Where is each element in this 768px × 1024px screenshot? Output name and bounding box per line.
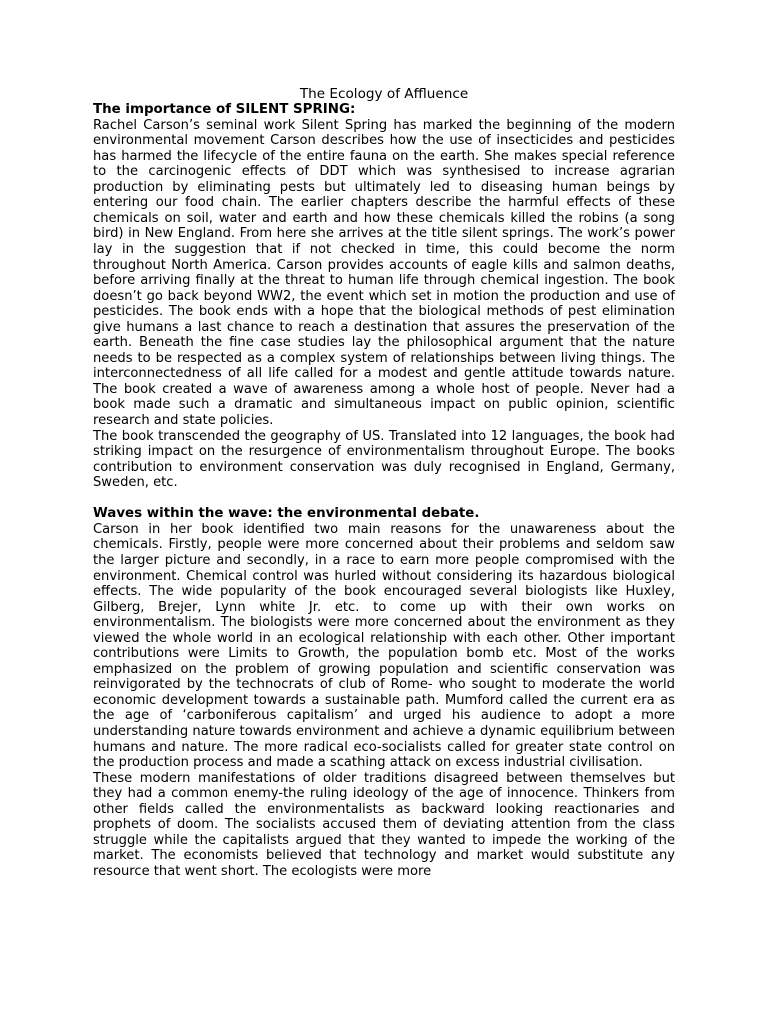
paragraph: Carson in her book identified two main reasons for the unawareness about the chemicals. Firstly, people were more concerned about their problems and seldom saw the larger picture and secondly, in a race to earn more people compromised with the environment. Chemical control was hurled without considering its hazardous biological effects. The wide popularity of the book encouraged several biologists like Huxley, Gilberg, Brejer, Lynn white Jr. etc. to come up with their own works on environmentalism. The biologists were more concerned about the environment as they viewed the whole world in an ecological relationship with each other. Other important contributions were Limits to Growth, the population bomb etc. Most of the works emphasized on the problem of growing population and scientific conservation was reinvigorated by the technocrats of club of Rome- who sought to moderate the world economic development towards a sustainable path. Mumford called the current era as the age of ‘carboniferous capitalism’ and urged his audience to adopt a more understanding nature towards environment and achieve a dynamic equilibrium between humans and nature. The more radical eco-socialists called for greater state control on the production process and made a scathing attack on excess industrial civilisation.	[93, 521, 675, 771]
paragraph: These modern manifestations of older traditions disagreed between themselves but they had a common enemy-the ruling ideology of the age of innocence. Thinkers from other fields called the environmentalists as backward looking reactionaries and prophets of doom. The socialists accused them of deviating attention from the class struggle while the capitalists argued that they wanted to impede the working of the market. The economists believed that technology and market would substitute any resource that went short. The ecologists were more	[93, 770, 675, 879]
paragraph-spacer	[93, 491, 675, 507]
paragraph: Rachel Carson’s seminal work Silent Spring has marked the beginning of the modern environmental movement Carson describes how the use of insecticides and pesticides has harmed the lifecycle of the entire fauna on the earth. She makes special reference to the carcinogenic effects of DDT which was synthesised to increase agrarian production by eliminating pests but ultimately led to diseasing human beings by entering our food chain. The earlier chapters describe the harmful effects of these chemicals on soil, water and earth and how these chemicals killed the robins (a song bird) in New England. From here she arrives at the title silent springs. The work’s power lay in the suggestion that if not checked in time, this could become the norm throughout North America. Carson provides accounts of eagle kills and salmon deaths, before arriving finally at the threat to human life through chemical ingestion. The book doesn’t go back beyond WW2, the event which set in motion the production and use of pesticides. The book ends with a hope that the biological methods of pest elimination give humans a last chance to reach a destination that assures the preservation of the earth. Beneath the fine case studies lay the philosophical argument that the nature needs to be respected as a complex system of relationships between living things. The interconnectedness of all life called for a modest and gentle attitude towards nature. The book created a wave of awareness among a whole host of people. Never had a book made such a dramatic and simultaneous impact on public opinion, scientific research and state policies.	[93, 117, 675, 428]
section-heading-silent-spring: The importance of SILENT SPRING:	[93, 102, 356, 117]
paragraph: The book transcended the geography of US. Translated into 12 languages, the book had striking impact on the resurgence of environmentalism throughout Europe. The books contribution to environment conservation was duly recognised in England, Germany, Sweden, etc.	[93, 428, 675, 491]
document-title: The Ecology of Affluence	[299, 86, 469, 102]
document-page	[93, 86, 675, 879]
section-heading-environmental-debate: Waves within the wave: the environmental debate.	[93, 506, 480, 522]
